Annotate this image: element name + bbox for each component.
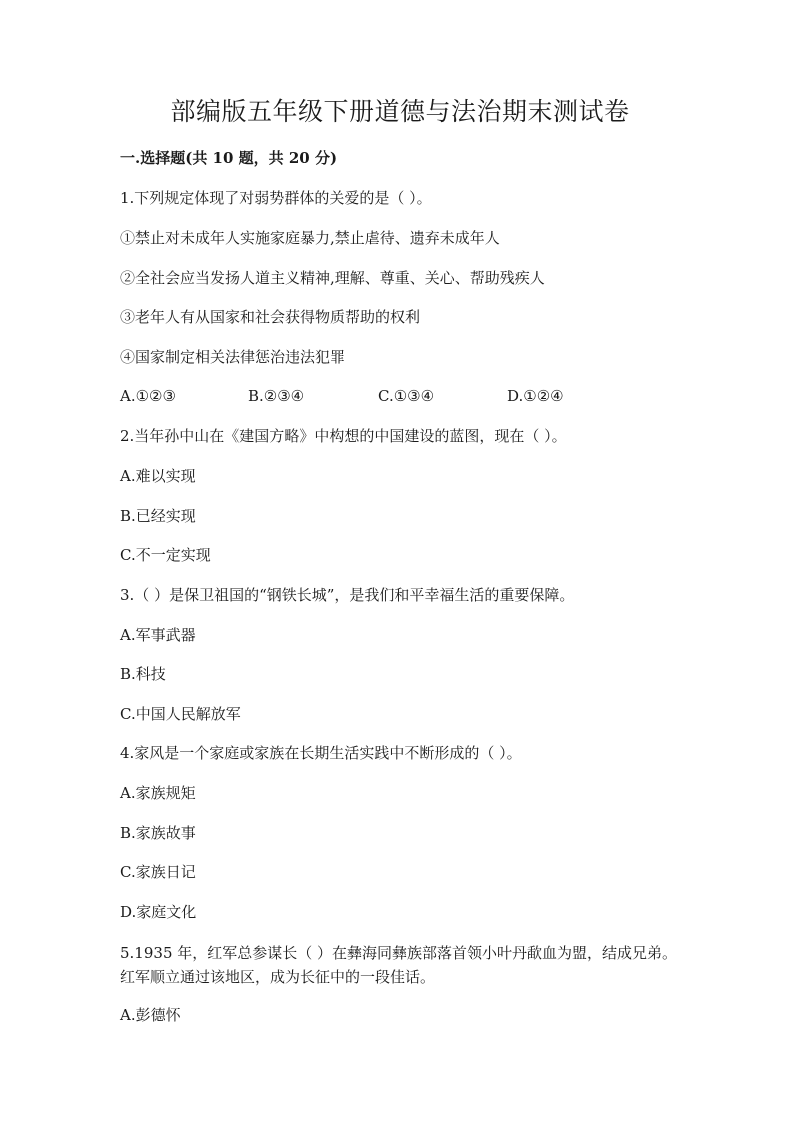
question-2-stem: 2.当年孙中山在《建国方略》中构想的中国建设的蓝图，现在（ ）。: [120, 427, 567, 445]
question-1-option-c[interactable]: C.①③④: [378, 387, 435, 405]
section-heading: 一.选择题(共 10 题，共 20 分): [120, 149, 338, 167]
question-1-item-3: ③老年人有从国家和社会获得物质帮助的权利: [120, 308, 421, 326]
question-3-option-c[interactable]: C.中国人民解放军: [120, 705, 241, 723]
question-1-stem: 1.下列规定体现了对弱势群体的关爱的是（ ）。: [120, 189, 432, 207]
question-3-option-a[interactable]: A.军事武器: [120, 626, 196, 644]
page-title: 部编版五年级下册道德与法治期末测试卷: [170, 97, 630, 126]
question-3-stem: 3.（ ）是保卫祖国的“钢铁长城”，是我们和平幸福生活的重要保障。: [120, 586, 575, 604]
question-4-option-a[interactable]: A.家族规矩: [120, 784, 196, 802]
question-1-option-b[interactable]: B.②③④: [248, 387, 305, 405]
question-1-option-d[interactable]: D.①②④: [507, 387, 564, 405]
question-4-stem: 4.家风是一个家庭或家族在长期生活实践中不断形成的（ ）。: [120, 744, 522, 762]
question-5-stem: 5.1935 年，红军总参谋长（ ）在彝海同彝族部落首领小叶丹歃血为盟，结成兄弟。红军顺立通过该地区，成为长征中的一段佳话。: [120, 944, 678, 986]
question-3-option-b[interactable]: B.科技: [120, 665, 166, 683]
question-1-item-1: ①禁止对未成年人实施家庭暴力,禁止虐待、遗弃未成年人: [120, 229, 500, 247]
question-2-option-a[interactable]: A.难以实现: [120, 467, 196, 485]
question-1-item-2: ②全社会应当发扬人道主义精神,理解、尊重、关心、帮助残疾人: [120, 269, 545, 287]
question-5-option-a[interactable]: A.彭德怀: [120, 1006, 181, 1024]
question-1-item-4: ④国家制定相关法律惩治违法犯罪: [120, 348, 346, 366]
question-1-option-a[interactable]: A.①②③: [120, 387, 176, 405]
question-2-option-b[interactable]: B.已经实现: [120, 507, 196, 525]
question-1-options: [120, 385, 680, 407]
question-4-option-d[interactable]: D.家庭文化: [120, 903, 197, 921]
question-2-option-c[interactable]: C.不一定实现: [120, 546, 211, 564]
question-4-option-b[interactable]: B.家族故事: [120, 824, 196, 842]
question-4-option-c[interactable]: C.家族日记: [120, 863, 196, 881]
